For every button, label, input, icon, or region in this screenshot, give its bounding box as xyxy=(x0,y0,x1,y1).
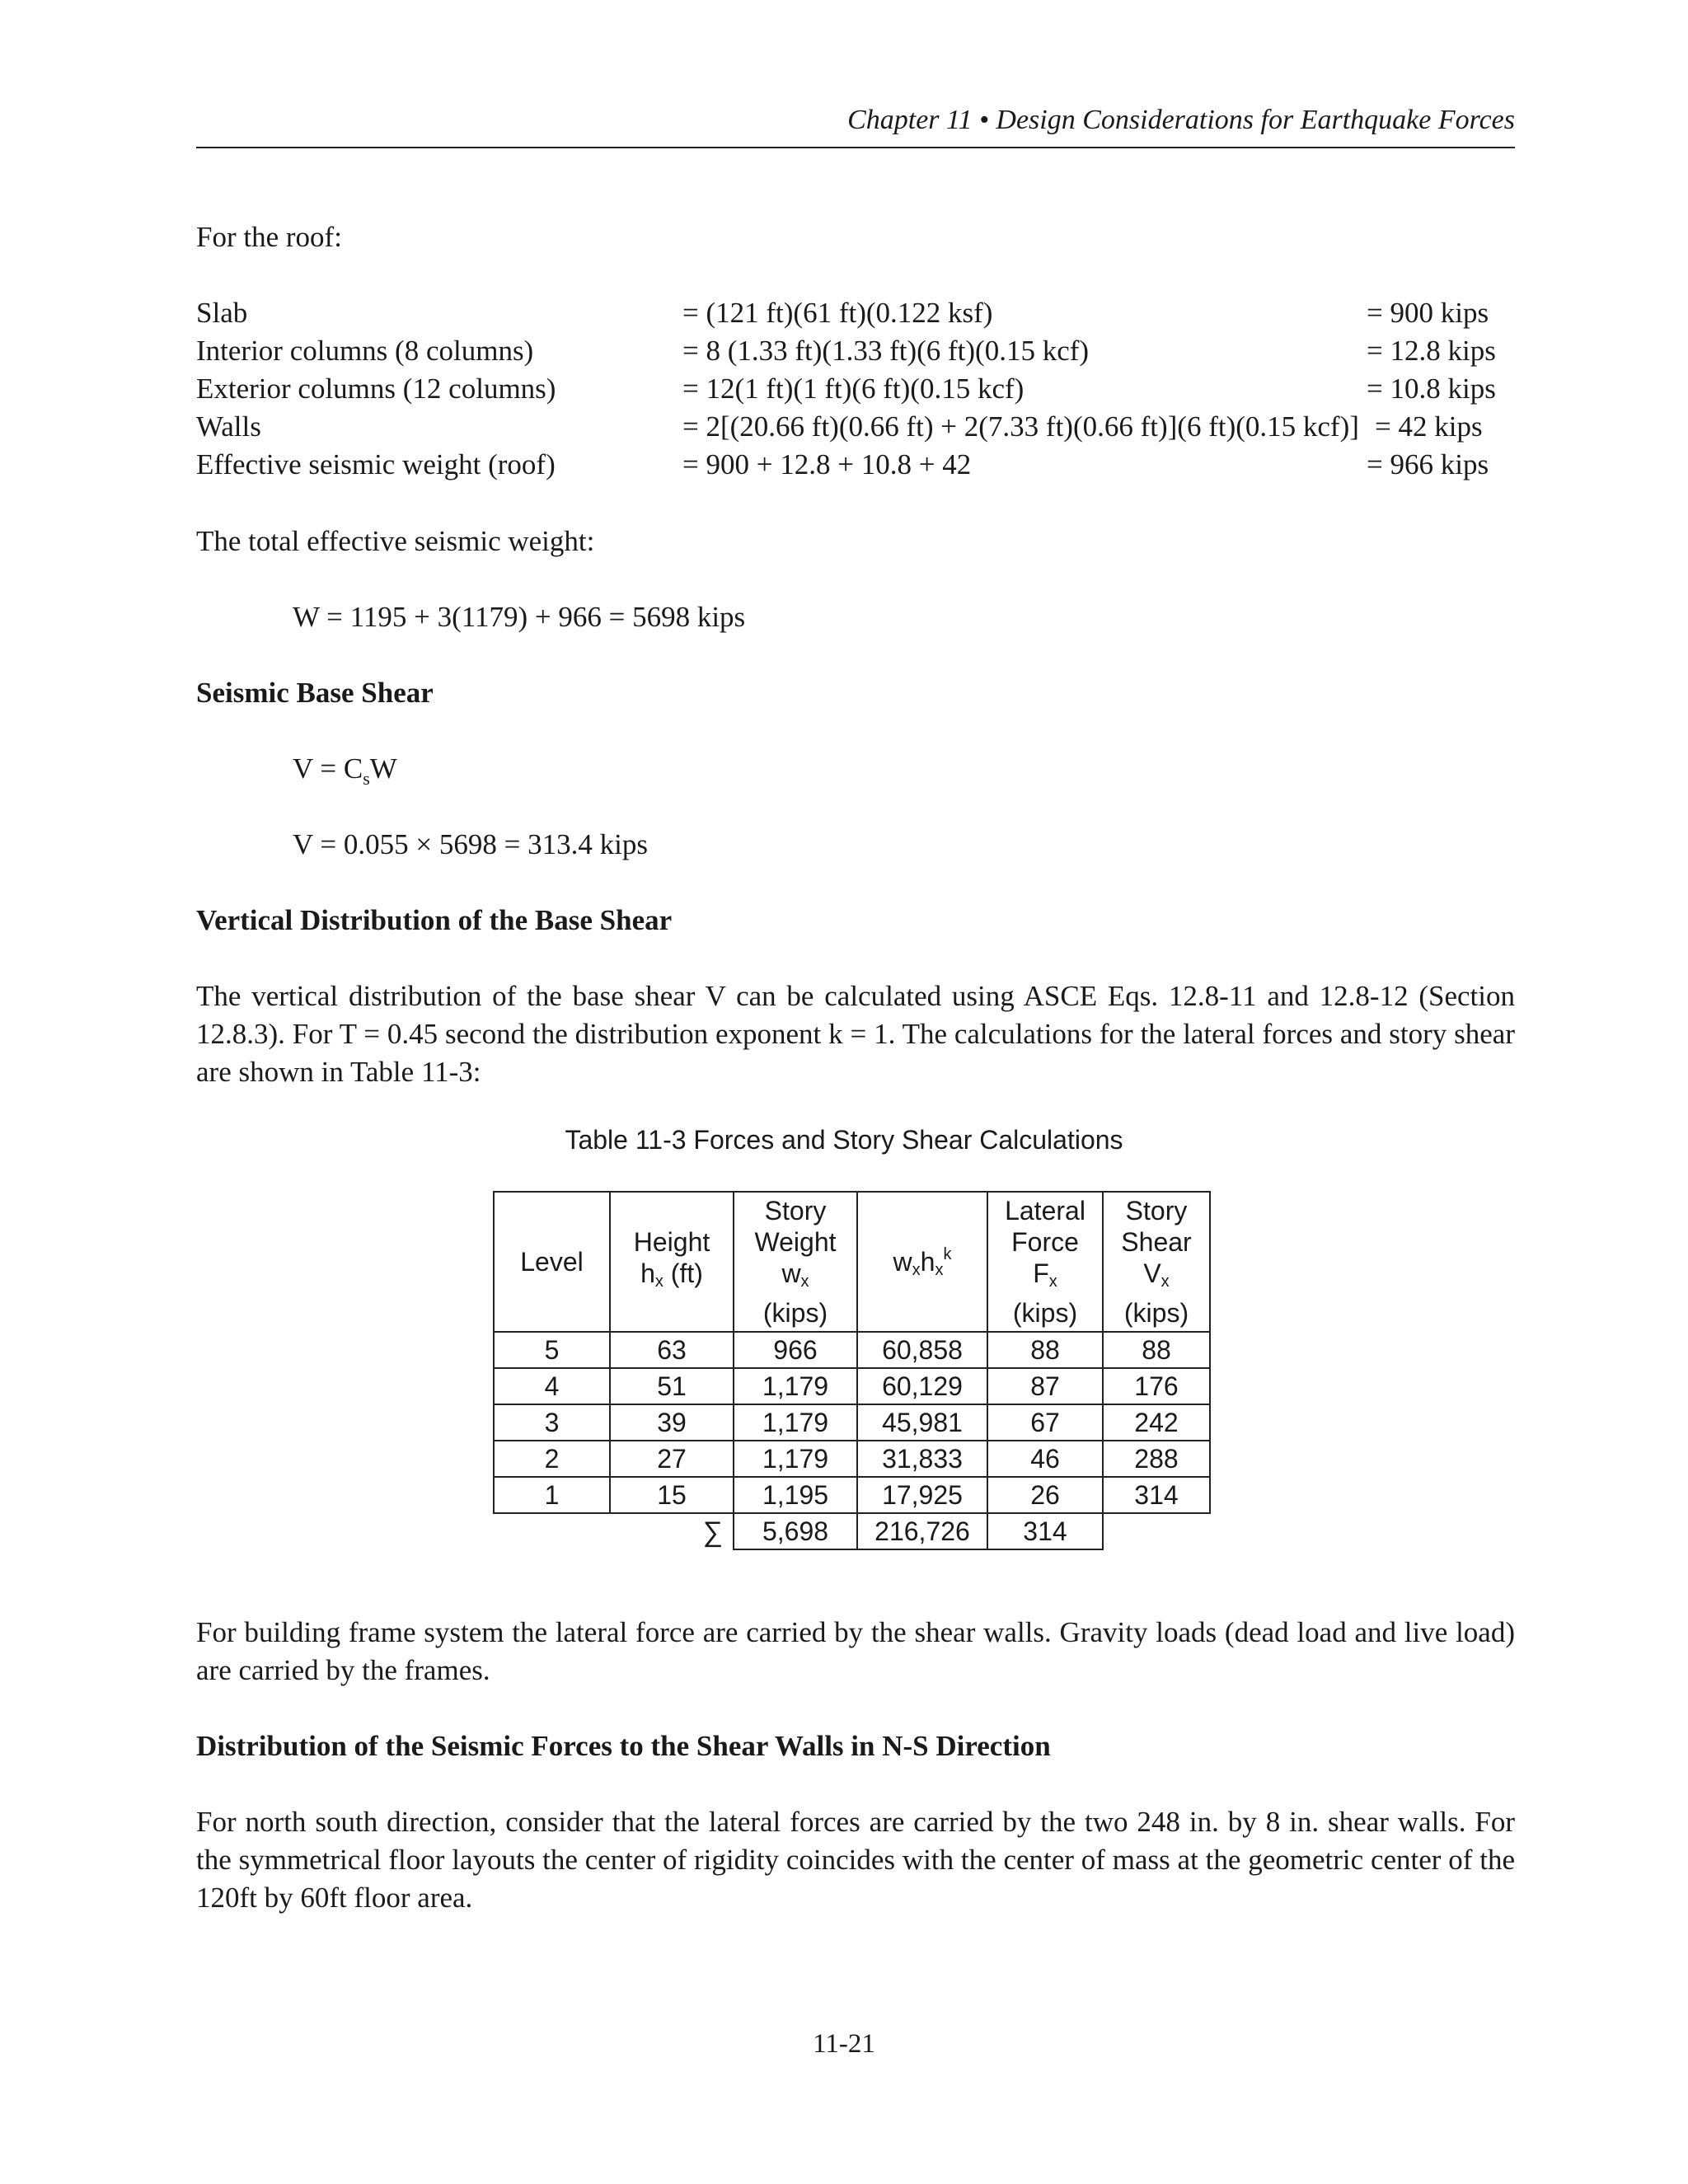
roof-row-label: Slab xyxy=(196,297,248,329)
sum-blank-cell xyxy=(494,1513,610,1549)
running-header: Chapter 11 • Design Considerations for Earthquake Forces xyxy=(196,97,1515,148)
forces-table xyxy=(493,1191,1211,1550)
roof-row-label: Walls xyxy=(196,410,261,443)
formula-part: W xyxy=(369,752,397,785)
header-story-weight: Story Weight wx (kips) xyxy=(734,1192,857,1332)
header-lateral-force: Lateral Force Fx (kips) xyxy=(987,1192,1103,1332)
table-sum-row xyxy=(494,1513,1210,1549)
cell-wxhxk: 60,129 xyxy=(857,1368,987,1404)
total-weight-intro: The total effective seismic weight: xyxy=(196,525,595,557)
cell-weight: 1,179 xyxy=(734,1404,857,1441)
roof-row-result: = 12.8 kips xyxy=(1367,335,1496,367)
vertical-distribution-paragraph: The vertical distribution of the base shear V can be calculated using ASCE Eqs. 12.8-11 and 12.8-12 (Section 12.8.3). For T = 0.45 second the distribution exponent k = 1. The calculations for the lateral forces and story shear are shown in Table 11-3: xyxy=(196,980,1515,1088)
cell-shear: 176 xyxy=(1103,1368,1210,1404)
roof-row-label: Interior columns (8 columns) xyxy=(196,335,534,367)
table-row xyxy=(494,1477,1210,1513)
header-wxhxk: wxhx$^k$ xyxy=(857,1192,987,1332)
cell-level: 2 xyxy=(494,1441,610,1477)
roof-row-slab xyxy=(196,294,1515,332)
sum-wxhxk: 216,726 xyxy=(857,1513,987,1549)
sum-blank-cell xyxy=(1103,1513,1210,1549)
sum-weight: 5,698 xyxy=(734,1513,857,1549)
base-shear-formula xyxy=(293,750,397,798)
heading-seismic-base-shear: Seismic Base Shear xyxy=(196,677,434,709)
table-row xyxy=(494,1368,1210,1404)
table-row xyxy=(494,1332,1210,1368)
page-number: 11-21 xyxy=(813,2029,875,2059)
cell-wxhxk: 17,925 xyxy=(857,1477,987,1513)
cell-level: 3 xyxy=(494,1404,610,1441)
roof-row-expression: = 12(1 ft)(1 ft)(6 ft)(0.15 kcf) xyxy=(682,373,1025,405)
cell-wxhxk: 45,981 xyxy=(857,1404,987,1441)
cell-shear: 88 xyxy=(1103,1332,1210,1368)
formula-subscript: s xyxy=(363,768,370,789)
header-height: Height hx (ft) xyxy=(610,1192,734,1332)
cell-wxhxk: 60,858 xyxy=(857,1332,987,1368)
roof-row-label: Effective seismic weight (roof) xyxy=(196,448,556,480)
cell-level: 4 xyxy=(494,1368,610,1404)
table-header-row xyxy=(494,1192,1210,1332)
table-row xyxy=(494,1404,1210,1441)
roof-row-result: = 10.8 kips xyxy=(1367,373,1496,405)
sum-symbol: ∑ xyxy=(610,1513,734,1549)
roof-row-expression: = 8 (1.33 ft)(1.33 ft)(6 ft)(0.15 kcf) xyxy=(682,335,1090,367)
heading-ns-distribution: Distribution of the Seismic Forces to the Shear Walls in N-S Direction xyxy=(196,1730,1051,1762)
ns-direction-paragraph: For north south direction, consider that the lateral forces are carried by the two 248 in. by 8 in. shear walls. For the symmetrical floor layouts the center of rigidity coincides with the center of mass at the geometric center of the 120ft by 60ft floor area. xyxy=(196,1806,1515,1914)
cell-height: 15 xyxy=(610,1477,734,1513)
cell-force: 26 xyxy=(987,1477,1103,1513)
cell-force: 46 xyxy=(987,1441,1103,1477)
roof-row-interior-columns xyxy=(196,332,1515,370)
cell-weight: 966 xyxy=(734,1332,857,1368)
header-level: Level xyxy=(494,1192,610,1332)
roof-row-expression: = 2[(20.66 ft)(0.66 ft) + 2(7.33 ft)(0.66 ft)](6 ft)(0.15 kcf)] xyxy=(682,410,1359,443)
cell-weight: 1,195 xyxy=(734,1477,857,1513)
roof-row-expression: = 900 + 12.8 + 10.8 + 42 xyxy=(682,448,972,480)
cell-shear: 314 xyxy=(1103,1477,1210,1513)
cell-level: 5 xyxy=(494,1332,610,1368)
header-story-shear: Story Shear Vx (kips) xyxy=(1103,1192,1210,1332)
cell-height: 63 xyxy=(610,1332,734,1368)
cell-shear: 242 xyxy=(1103,1404,1210,1441)
cell-level: 1 xyxy=(494,1477,610,1513)
cell-weight: 1,179 xyxy=(734,1441,857,1477)
cell-force: 87 xyxy=(987,1368,1103,1404)
roof-row-label: Exterior columns (12 columns) xyxy=(196,373,556,405)
roof-intro: For the roof: xyxy=(196,221,342,253)
sum-force: 314 xyxy=(987,1513,1103,1549)
cell-force: 88 xyxy=(987,1332,1103,1368)
roof-row-exterior-columns xyxy=(196,370,1515,408)
roof-row-result: = 42 kips xyxy=(1375,410,1483,443)
heading-vertical-distribution: Vertical Distribution of the Base Shear xyxy=(196,904,673,936)
total-weight-equation: W = 1195 + 3(1179) + 966 = 5698 kips xyxy=(293,601,746,633)
roof-row-walls xyxy=(196,408,1515,446)
cell-height: 39 xyxy=(610,1404,734,1441)
roof-row-expression: = (121 ft)(61 ft)(0.122 ksf) xyxy=(682,297,993,329)
cell-height: 27 xyxy=(610,1441,734,1477)
table-row xyxy=(494,1441,1210,1477)
cell-wxhxk: 31,833 xyxy=(857,1441,987,1477)
base-shear-value: V = 0.055 × 5698 = 313.4 kips xyxy=(293,828,648,860)
cell-shear: 288 xyxy=(1103,1441,1210,1477)
roof-row-effective-weight xyxy=(196,446,1515,484)
cell-force: 67 xyxy=(987,1404,1103,1441)
cell-height: 51 xyxy=(610,1368,734,1404)
roof-row-result: = 900 kips xyxy=(1367,297,1489,329)
cell-weight: 1,179 xyxy=(734,1368,857,1404)
roof-row-result: = 966 kips xyxy=(1367,448,1489,480)
formula-part: V = C xyxy=(293,752,363,785)
table-caption: Table 11-3 Forces and Story Shear Calculations xyxy=(565,1125,1123,1155)
frame-system-paragraph: For building frame system the lateral force are carried by the shear walls. Gravity loads (dead load and live load) are carried by the frames. xyxy=(196,1616,1515,1686)
